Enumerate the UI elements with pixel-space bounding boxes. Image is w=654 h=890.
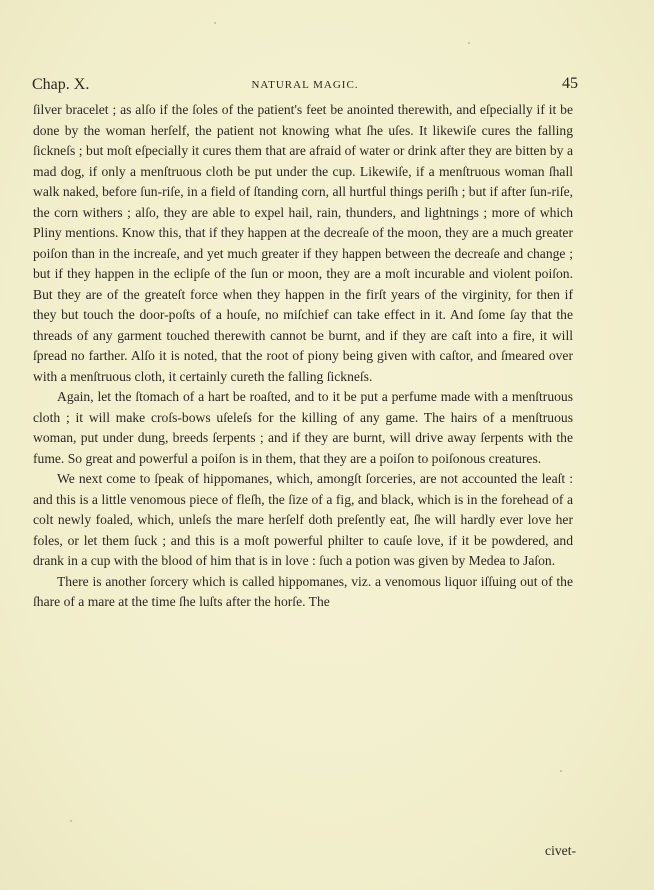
paper-speck: [560, 770, 562, 772]
paragraph: We next come to ſpeak of hippomanes, which, amongſt ſorceries, are not accounted the leaſt : and this is a little venomous piece of fleſh, the ſize of a fig, and black, which is in the forehead of a colt newly foaled, which, unleſs the mare herſelf doth preſently eat, ſhe will hardly ever love her foles, or let them ſuck ; and this is a moſt powerful philter to cauſe love, if it be powdered, and drank in a cup with the blood of him that is in love : ſuch a potion was given by Medea to Jaſon.: [33, 471, 573, 568]
paper-speck: [214, 22, 216, 24]
paragraph: There is another ſorcery which is called hippomanes, viz. a venomous liquor iſſuing out of the ſhare of a mare at the time ſhe luſts after the horſe. The: [33, 573, 573, 609]
running-title: NATURAL MAGIC.: [251, 79, 359, 91]
catchword: civet-: [545, 843, 576, 858]
page-number: 45: [562, 75, 578, 92]
paragraph: Again, let the ſtomach of a hart be roaſted, and to it be put a perfume made with a menſtruous cloth ; it will make croſs-bows uſeleſs for the killing of any game. The hairs of a menſtruous woman, put under dung, breeds ſerpents ; and if they are burnt, will drive away ſerpents with the fume. So great and powerful a poiſon is in them, that they are a poiſon to poiſonous creatures.: [33, 389, 573, 466]
page-header: [32, 76, 578, 96]
chapter-label: Chap. X.: [32, 76, 90, 93]
paper-speck: [468, 42, 470, 44]
body-text: [33, 100, 573, 613]
paper-speck: [70, 820, 72, 822]
paragraph: ſilver bracelet ; as alſo if the ſoles of the patient's feet be anointed therewith, and eſpecially if it be done by the woman herſelf, the patient not knowing what ſhe uſes. It likewiſe cures the falling ſickneſs ; but moſt eſpecially it cures them that are afraid of water or drink after they are bitten by a mad dog, if only a menſtruous cloth be put under the cup. Likewiſe, if a menſtruous woman ſhall walk naked, before ſun-riſe, in a field of ſtanding corn, all hurtful things periſh ; but if after ſun-riſe, the corn withers ; alſo, they are able to expel hail, rain, thunders, and lightnings ; more of which Pliny mentions. Know this, that if they happen at the decreaſe of the moon, they are a much greater poiſon than in the increaſe, and yet much greater if they happen between the decreaſe and change ; but if they happen in the eclipſe of the ſun or moon, they are a moſt incurable and violent poiſon. But they are of the greateſt force when they happen in the firſt years of the virginity, for then if they but touch the door-poſts of a houſe, no miſchief can take effect in it. And ſome ſay that the threads of any garment touched therewith cannot be burnt, and if they are caſt into a fire, it will ſpread no farther. Alſo it is noted, that the root of piony being given with caſtor, and ſmeared over with a menſtruous cloth, it certainly cureth the falling ſickneſs.: [33, 102, 573, 384]
